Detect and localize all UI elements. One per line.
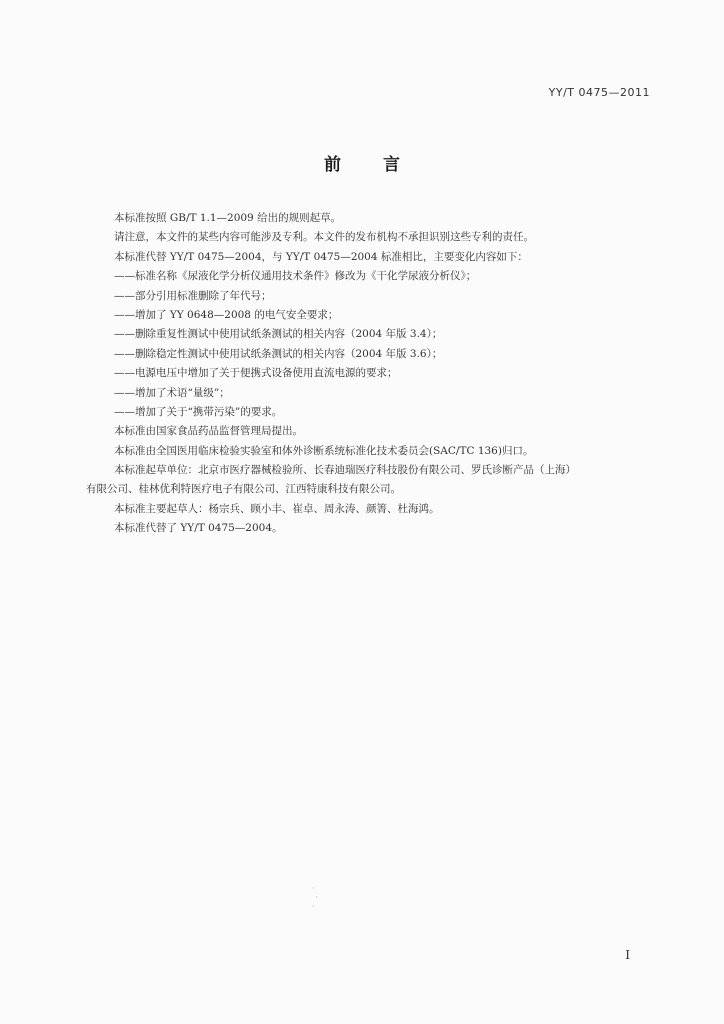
- change-item: ——部分引用标准删除了年代号；: [114, 289, 272, 302]
- paragraph-drafters: 本标准主要起草人：杨宗兵、顾小丰、崔卓、周永涛、颜箐、杜海鸿。: [114, 502, 440, 515]
- paragraph-2: 请注意，本文件的某些内容可能涉及专利。本文件的发布机构不承担识别这些专利的责任。: [114, 231, 534, 244]
- page-title: 前言: [324, 155, 442, 175]
- change-item: ——电源电压中增加了关于便携式设备使用直流电源的要求；: [114, 367, 398, 380]
- paragraph-drafting-units-cont: 有限公司、桂林优利特医疗电子有限公司、江西特康科技有限公司。: [86, 483, 401, 496]
- change-item: ——删除稳定性测试中使用试纸条测试的相关内容（2004 年版 3.6）；: [114, 347, 443, 360]
- page-number: I: [625, 948, 630, 962]
- paragraph-drafting-units: 本标准起草单位：北京市医疗器械检验所、长春迪瑞医疗科技股份有限公司、罗氏诊断产品（上海）: [114, 464, 576, 477]
- change-item: ——增加了关于“携带污染”的要求。: [114, 405, 283, 418]
- standard-code: YY/T 0475—2011: [548, 86, 650, 99]
- preface-body: [86, 209, 646, 539]
- change-item: ——删除重复性测试中使用试纸条测试的相关内容（2004 年版 3.4）；: [114, 328, 443, 341]
- paragraph-committee: 本标准由全国医用临床检验实验室和体外诊断系统标准化技术委员会(SAC/TC 136)归口。: [114, 444, 534, 457]
- scan-specks: · · ·: [312, 884, 318, 912]
- change-item: ——增加了术语“量级”；: [114, 386, 230, 399]
- paragraph-3: 本标准代替 YY/T 0475—2004，与 YY/T 0475—2004 标准相比，主要变化内容如下：: [114, 250, 528, 263]
- change-item: ——标准名称《尿液化学分析仪通用技术条件》修改为《干化学尿液分析仪》；: [114, 270, 477, 283]
- paragraph-replaces: 本标准代替了 YY/T 0475—2004。: [114, 522, 283, 535]
- paragraph-1: 本标准按照 GB/T 1.1—2009 给出的规则起草。: [114, 212, 342, 224]
- change-item: ——增加了 YY 0648—2008 的电气安全要求；: [114, 308, 339, 321]
- paragraph-proposer: 本标准由国家食品药品监督管理局提出。: [114, 425, 303, 438]
